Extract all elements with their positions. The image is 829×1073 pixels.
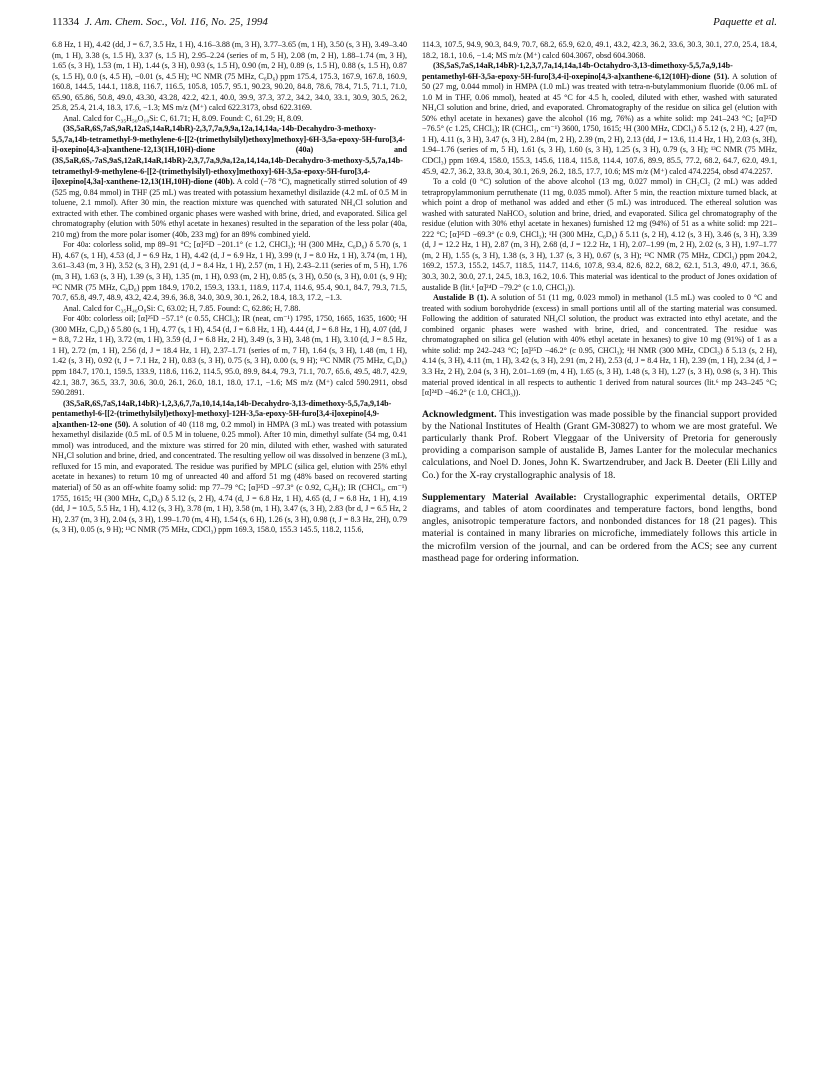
characterization-40a: For 40a: colorless solid, mp 89–91 °C; [α]²⁵D −201.1° (c 1.2, CHCl₃); ¹H (300 MHz, C₆D₆) δ 5.70 (s, 1 H), 4.67 (s, 1 H), 4.53 (d, J = 6.9 Hz, 1 H), 4.42 (d, J = 6.9 Hz, 1 H), 3.99 (t, J = 8.0 Hz, 1 H), 3.74 (m, 1 H), 3.61–3.43 (m, 3 H), 3.52 (s, 3 H), 2.91 (d, J = 8.4 Hz, 1 H), 2.57 (m, 1 H), 2.43–2.11 (series of m, 5 H), 1.76 (m, 3 H), 1.63 (s, 3 H), 1.39 (s, 3 H), 1.35 (m, 1 H), 0.93 (m, 2 H), 0.85 (s, 3 H), 0.50 (s, 3 H), 0.01 (s, 9 H); ¹³C NMR (75 MHz, C₆D₆) ppm 184.9, 170.2, 159.3, 133.1, 118.9, 117.4, 114.6, 95.4, 90.1, 84.7, 79.3, 71.5, 70.7, 65.8, 49.7, 48.9, 43.2, 42.4, 39.6, 36.8, 34.0, 30.9, 30.1, 26.2, 18.4, 18.3, 17.2, −1.3. (52, 240, 407, 303)
compound-title-51: (3S,5aS,7aS,14aR,14bR)-1,2,3,7,7a,14,14a,14b-Octahydro-3,13-dimethoxy-5,5,7a,9,14b-pentamethyl-6H-3,5a-epoxy-5H-furo[3,4-i]-oxepino[4,3-a]xanthene-6,12(10H)-dione (51). (422, 61, 733, 81)
procedure-50-body: A solution of 40 (118 mg, 0.2 mmol) in HMPA (3 mL) was treated with potassium hexamethyl disilazide (0.5 mL of 0.5 M in toluene, 0.25 mmol). After 10 min, dimethyl sulfate (54 mg, 0.41 mmol) was introduced, and the mixture was stirred for 20 min, diluted with ether, washed with saturated NH₄Cl solution and brine, dried, and concentrated. The resulting yellow oil was dissolved in benzene (3 mL), refluxed for 15 min, and evaporated. The residue was purified by MPLC (silica gel, elution with 25% ethyl acetate in hexanes) to return 10 mg of unreacted 40 and afford 51 mg (48% based on recovered starting material) of 50 as an off-white foamy solid: mp 77–79 °C; [α]²⁵D −97.3° (c 0.92, C₆H₆); IR (CHCl₃, cm⁻¹) 1755, 1615; ¹H (300 MHz, C₆D₆) δ 5.12 (s, 2 H), 4.74 (d, J = 6.8 Hz, 1 H), 4.65 (d, J = 6.8 Hz, 1 H), 4.19 (dd, J = 10.5, 5.5 Hz, 1 H), 4.12 (s, 3 H), 3.78 (m, 1 H), 3.58 (m, 1 H), 3.47 (s, 3 H), 2.83 (br d, J = 6.5 Hz, 2 H), 2.37 (m, 3 H), 2.04 (s, 3 H), 1.99–1.70 (m, 4 H), 1.54 (s, 6 H), 1.26 (s, 3 H), 0.98 (t, J = 8.3 Hz, 2H), 0.79 (s, 3 H), 0.05 (s, 9 H); ¹³C NMR (75 MHz, CDCl₃) ppm 169.3, 158.0, 155.3 145.5, 118.2, 115.6, (52, 419, 407, 535)
procedure-51-body: A solution of 50 (27 mg, 0.044 mmol) in HMPA (1.0 mL) was treated with tetra-n-butylammonium fluoride (0.06 mL of 1.0 M in THF, 0.06 mmol), heated at 45 °C for 4.5 h, cooled, diluted with ether, washed with saturated NH₄Cl solution and brine, dried, and evaporated. Chromatography of the residue on silica gel (elution with 50% ethyl acetate in hexanes) gave the alcohol (16 mg, 76%) as a white solid: mp 241–243 °C; [α]²⁵D −76.5° (c 1.25, CHCl₃); IR (CHCl₃, cm⁻¹) 3600, 1750, 1615; ¹H (300 MHz, CDCl₃) δ 5.12 (s, 2 H), 4.27 (m, 1 H), 4.11 (s, 3 H), 3.47 (s, 3 H), 2.84 (m, 2 H), 2.39 (m, 2 H), 2.13 (dd, J = 13.6, 11.4 Hz, 1 H), 2.03 (s, 3H), 1.94–1.76 (series of m, 5 H), 1.61 (s, 3 H), 1.60 (s, 3 H), 1.25 (s, 3 H), 0.79 (s, 3 H); ¹³C NMR (75 MHz, CDCl₃) ppm 169.4, 158.0, 155.3, 145.6, 118.4, 115.8, 114.4, 107.6, 89.9, 85.5, 77.2, 68.2, 64.7, 62.0, 49.1, 45.9, 42.7, 36.2, 33.8, 30.4, 30.1, 26.9, 26.2, 18.5, 17.7, 10.6; MS m/z (M⁺) calcd 474.2254, obsd 474.2257. (422, 71, 777, 176)
procedure-austalide-b-body: A solution of 51 (11 mg, 0.023 mmol) in methanol (1.5 mL) was cooled to 0 °C and treated with sodium borohydride (excess) in small portions until all of the starting material was consumed. Following the addition of saturated NH₄Cl solution, the product was extracted into ethyl acetate, and the combined organic phases were washed with brine, dried, and concentrated. The residue was chromatographed on silica gel (elution with 40% ethyl acetate in hexanes) to give 10 mg (91%) of 1 as a white solid: mp 242–243 °C; [α]²⁵D −46.2° (c 0.95, CHCl₃); ¹H NMR (300 MHz, CDCl₃) δ 5.13 (s, 2 H), 4.14 (s, 3 H), 4.11 (m, 1 H), 3.42 (s, 3 H), 2.91 (m, 2 H), 2.53 (d, J = 8.4 Hz, 1 H), 2.39 (m, 1 H), 2.34 (d, J = 3.3 Hz, 2 H), 2.04 (s, 3 H), 2.01–1.69 (m, 4 H), 1.65 (s, 3 H), 1.48 (s, 3 H), 1.27 (s, 3 H), 0.98 (s, 3 H). This material proved identical in all respects to authentic 1 derived from natural sources (lit.⁶ mp 243–245 °C; [α]²⁴D −46.2° (c 1.0, CHCl₃)). (422, 293, 777, 398)
acknowledgment-paragraph (422, 409, 777, 482)
supplementary-title: Supplementary Material Available: (422, 491, 577, 503)
oxidation-procedure: To a cold (0 °C) solution of the above alcohol (13 mg, 0.027 mmol) in CH₂Cl₂ (2 mL) was added tetrapropylammonium perruthenate (11 mg, 0.035 mmol). After 5 min, the reaction mixture turned black, at which point a drop of methanol was added and ether (5 mL) was introduced. The ethereal solution was washed with saturated NaHCO₃ solution and brine, dried, and evaporated. Silica gel chromatography of the residue (elution with 30% ethyl acetate in hexanes) furnished 12 mg (94%) of 51 as a white solid: mp 221–222 °C; [α]²⁵D −69.3° (c 0.9, CHCl₃); ¹H (300 MHz, C₆D₆) δ 5.11 (s, 2 H), 4.12 (s, 3 H), 3.46 (s, 3 H), 3.39 (d, J = 12.2 Hz, 1 H), 2.87 (m, 3 H), 2.68 (d, J = 12.2 Hz, 1 H), 2.07–1.99 (m, 2 H), 2.02 (s, 3 H), 1.97–1.77 (m, 2 H), 1.55 (s, 3 H), 1.38 (s, 3 H), 1.37 (s, 3 H), 0.67 (s, 3 H); ¹³C NMR (75 MHz, CDCl₃) ppm 204.2, 169.2, 157.3, 155.2, 145.7, 118.5, 114.7, 114.6, 107.8, 93.4, 82.6, 82.2, 68.2, 62.1, 51.3, 49.0, 47.1, 36.6, 30.3, 30.2, 30.0, 27.1, 24.5, 18.3, 16.2, 10.6. This material was identical to the product of Jones oxidation of austalide B (lit.⁶ [α]²⁴D −79.2° (c 1.0, CHCl₃)). (422, 177, 777, 292)
right-column (422, 40, 777, 1065)
procedure-40ab (52, 124, 407, 240)
procedure-40ab-body: A cold (−78 °C), magnetically stirred solution of 49 (525 mg, 0.84 mmol) in THF (25 mL) was treated with potassium hexamethyl disilazide (4.2 mL of 0.5 M in toluene, 2.1 mmol). After 30 min, the reaction mixture was quenched with saturated NH₄Cl solution and extracted with ether. The combined organic phases were washed with brine, dried, and evaporated. Silica gel chromatography (elution with 50% ethyl acetate in hexanes) resulted in the separation of the less polar (40a, 210 mg) from the more polar isomer (40b, 233 mg) for an 89% combined yield. (52, 177, 407, 239)
acknowledgment-section (422, 409, 777, 482)
elemental-analysis-49: Anal. Calcd for C₃₅H₅₀O₁₀Si: C, 61.71; H, 8.09. Found: C, 61.29; H, 8.09. (63, 113, 304, 123)
compound-title-austalide-b: Austalide B (1). (433, 293, 489, 303)
supplementary-body: Crystallographic experimental details, ORTEP diagrams, and tables of atom coordinates and temperature factors, bond lengths, bond angles, anisotropic temperature factors, and nonbonded distances for 18 (21 pages). This material is contained in many libraries on microfiche, immediately follows this article in the microfilm version of the journal, and can be ordered from the ACS; see any current masthead page for ordering information. (422, 491, 777, 564)
elemental-analysis-40a: Anal. Calcd for C₃₅H₄₆O₈Si: C, 63.02; H, 7.85. Found: C, 62.86; H, 7.88. (63, 303, 301, 313)
acknowledgment-body: This investigation was made possible by the financial support provided by the National Institutes of Health (Grant GM-30827) to whom we are most grateful. We particularly thank Prof. Robert Vleggaar of the University of Pretoria for generously providing a comparison sample of austalide B, James Lanter for the molecular mechanics calculations, and Noel D. Jones, John K. Swartzendruber, and Jack B. Deeter (Eli Lilly and Co.) for the X-ray crystallographic analysis of 18. (422, 408, 777, 481)
header-authors: Paquette et al. (713, 16, 777, 28)
running-header (52, 16, 777, 32)
page-number: 11334 (52, 16, 80, 28)
procedure-50 (52, 399, 407, 536)
procedure-51 (422, 61, 777, 177)
characterization-40b: For 40b: colorless oil; [α]²⁵D −57.1° (c 0.55, CHCl₃); IR (neat, cm⁻¹) 1795, 1750, 1665, 1635, 1600; ¹H (300 MHz, C₆D₆) δ 5.80 (s, 1 H), 4.77 (s, 1 H), 4.54 (d, J = 6.8 Hz, 1 H), 4.44 (d, J = 6.8 Hz, 1 H), 4.07 (dd, J = 8.8, 7.2 Hz, 1 H), 3.72 (m, 1 H), 3.59 (d, J = 6.8 Hz, 2 H), 3.49 (s, 3 H), 3.48 (m, 1 H), 3.10 (d, J = 8.5 Hz, 1 H), 2.72 (m, 1 H), 2.56 (d, J = 18.4 Hz, 1 H), 2.37–1.71 (series of m, 7 H), 1.64 (s, 3 H), 1.48 (m, 1 H), 1.42 (s, 3 H), 0.92 (t, J = 7.1 Hz, 2 H), 0.83 (s, 3 H), 0.75 (s, 3 H), 0.00 (s, 9 H); ¹³C NMR (75 MHz, C₆D₆) ppm 184.7, 170.1, 159.5, 133.9, 118.6, 116.2, 114.5, 95.0, 89.9, 84.4, 79.3, 71.1, 70.7, 65.6, 49.5, 48.7, 42.9, 42.1, 38.7, 36.5, 33.7, 30.6, 30.0, 26.1, 26.0, 18.1, 18.0, 17.1, −1.6; MS m/z (M⁺) calcd 590.2911, obsd 590.2891. (52, 314, 407, 398)
supplementary-section (422, 492, 777, 565)
supplementary-paragraph (422, 492, 777, 565)
compound-title-40ab: (3S,5aR,6S,7aS,9aR,12aS,14aR,14bR)-2,3,7,7a,9,9a,12a,14,14a,-14b-Decahydro-3-methoxy-5,5,7a,14b-tetramethyl-9-methylene-6-[[2-(trimethylsilyl)ethoxy]methoxy]-6H-3,5a-epoxy-5H-furo[3,4-i]-oxepino[4,3-a]xanthene-12,13(1H,10H)-dione (40a) and (3S,5aR,6S,-7aS,9aS,12aR,14aR,14bR)-2,3,7,7a,9,9a,12a,14,14a,14b-Decahydro-3-methoxy-5,5,7a,14b-tetramethyl-9-methylene-6-[[2-(trimethylsilyl)-ethoxy]methoxy]-6H-3,5a-epoxy-5H-furo[3,4-i]oxepino[4,3a]-xanthene-12,13(1H,10H)-dione (40b). (52, 124, 407, 187)
section-gap (422, 482, 777, 492)
section-gap (422, 399, 777, 409)
header-left (52, 16, 268, 28)
nmr-data-continued: 6.8 Hz, 1 H), 4.42 (dd, J = 6.7, 3.5 Hz, 1 H), 4.16–3.88 (m, 3 H), 3.77–3.65 (m, 1 H), 3.50 (s, 3 H), 3.49–3.40 (m, 1 H), 3.38 (s, 1.5 H), 3.37 (s, 1.5 H), 2.95–2.24 (series of m, 5 H), 2.08 (m, 2 H), 1.88–1.74 (m, 3 H), 1.65 (s, 3 H), 1.53 (m, 1 H), 1.44 (s, 3 H), 0.93 (s, 1.5 H), 0.90 (m, 2 H), 0.89 (s, 1.5 H), 0.88 (s, 1.5 H), 0.87 (s, 1.5 H), 0.0 (s, 4.5 H), −0.01 (s, 4.5 H); ¹³C NMR (75 MHz, C₆D₆) ppm 175.4, 175.3, 167.9, 167.8, 160.9, 160.8, 144.5, 144.1, 118.8, 116.7, 116.5, 105.8, 105.7, 95.1, 90.23, 90.20, 84.8, 78.6, 78.4, 71.5, 71.1, 71.0, 65.90, 65.86, 50.8, 49.0, 43.30, 43.28, 42.2, 42.1, 40.0, 39.9, 37.3, 37.2, 34.2, 34.0, 33.1, 30.9, 30.5, 26.2, 25.8, 25.4, 21.4, 18.3, 17.6, −1.3; MS m/z (M⁺) calcd 622.3173, obsd 622.3169. (52, 40, 407, 113)
acknowledgment-title: Acknowledgment. (422, 408, 497, 420)
journal-citation: J. Am. Chem. Soc., Vol. 116, No. 25, 1994 (84, 16, 268, 28)
left-column (52, 40, 407, 1065)
nmr-data-50-continued: 114.3, 107.5, 94.9, 90.3, 84.9, 70.7, 68.2, 65.9, 62.0, 49.1, 43.2, 42.3, 36.2, 33.6, 30.3, 30.1, 27.0, 25.4, 18.4, 18.2, 18.1, 10.6, −1.4; MS m/z (M⁺) calcd 604.3067, obsd 604.3068. (422, 40, 777, 60)
procedure-austalide-b (422, 293, 777, 398)
compound-title-50: (3S,5aR,6S,7aS,14aR,14bR)-1,2,3,6,7,7a,10,14,14a,14b-Decahydro-3,13-dimethoxy-5,5,7a,9,14b-pentamethyl-6-[[2-(trimethylsilyl)ethoxy]-methoxy]-12H-3,5a-epoxy-5H-furo[3,4-i]oxepino[4,9-a]xanthen-12-one (50). (52, 398, 392, 429)
